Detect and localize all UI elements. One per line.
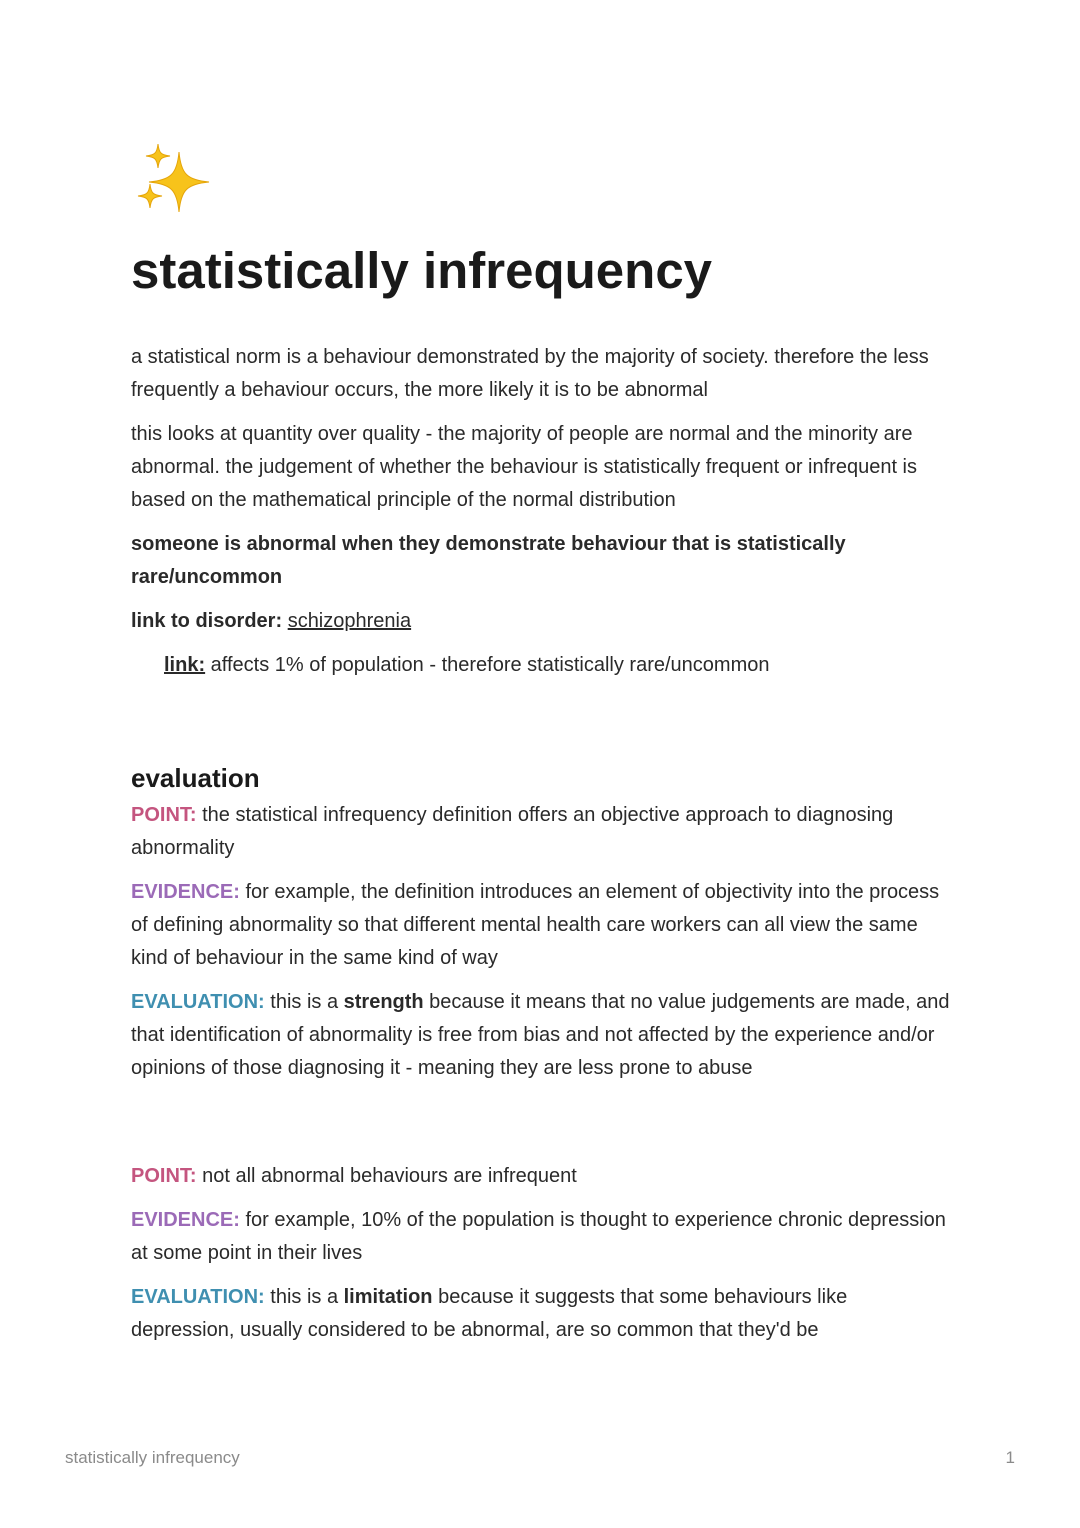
evaluation-text-post: because it suggests that some behaviours like depression, usually considered to be abnormal, are so common that they'd be: [131, 1286, 848, 1342]
evaluation-label: EVALUATION:: [131, 991, 265, 1014]
sparkles-icon: [133, 140, 213, 220]
evaluation-text-pre: this is a: [264, 1286, 344, 1309]
evidence-text: for example, the definition introduces an element of objectivity into the process of defining abnormality so that different mental health care workers can all view the same kind of behaviour in the same kind of way: [131, 881, 940, 970]
footer-page-number: 1: [1005, 1448, 1015, 1467]
link-value: affects 1% of population - therefore statistically rare/uncommon: [205, 653, 770, 676]
point-label: POINT:: [131, 804, 197, 827]
evaluation-keyword: strength: [343, 991, 424, 1014]
evaluation-text-post: because it means that no value judgements are made, and that identification of abnormality is free from bias and not affected by the experience and/or opinions of those diagnosing it - meaning they are less prone to abuse: [131, 991, 950, 1080]
point-text: not all abnormal behaviours are infrequent: [196, 1165, 577, 1188]
evaluation-label: EVALUATION:: [131, 1286, 265, 1309]
block1-point: [131, 799, 951, 865]
intro-paragraph-2: this looks at quantity over quality - the majority of people are normal and the minority are abnormal. the judgement of whether the behaviour is statistically frequent or infrequent is based on the mathematical principle of the normal distribution: [131, 422, 917, 511]
evaluation-text-pre: this is a: [264, 991, 344, 1014]
footer-document-title: statistically infrequency: [65, 1448, 240, 1467]
point-label: POINT:: [131, 1165, 197, 1188]
evaluation-keyword: limitation: [343, 1286, 433, 1309]
evidence-label: EVIDENCE:: [131, 1209, 240, 1232]
link-line: [164, 649, 951, 682]
evidence-label: EVIDENCE:: [131, 881, 240, 904]
page-content: [131, 140, 951, 1358]
point-text: the statistical infrequency definition offers an objective approach to diagnosing abnormality: [131, 804, 894, 860]
block2-evidence: [131, 1204, 951, 1270]
link-to-disorder-label: link to disorder:: [131, 609, 283, 632]
page-title: statistically infrequency: [131, 242, 713, 299]
block2-evaluation: [131, 1281, 951, 1347]
definition-statement: someone is abnormal when they demonstrate behaviour that is statistically rare/uncommon: [131, 532, 846, 588]
intro-paragraph-1: a statistical norm is a behaviour demonstrated by the majority of society. therefore the less frequently a behaviour occurs, the more likely it is to be abnormal: [131, 345, 929, 401]
block1-evidence: [131, 876, 951, 975]
evidence-text: for example, 10% of the population is thought to experience chronic depression at some point in their lives: [131, 1209, 946, 1265]
link-to-disorder-line: [131, 605, 951, 638]
block2-point: [131, 1160, 951, 1193]
link-to-disorder-value: schizophrenia: [287, 609, 412, 632]
evaluation-heading: evaluation: [131, 762, 260, 793]
spacer: [131, 1096, 951, 1160]
link-label: link:: [164, 653, 206, 676]
block1-evaluation: [131, 986, 951, 1085]
